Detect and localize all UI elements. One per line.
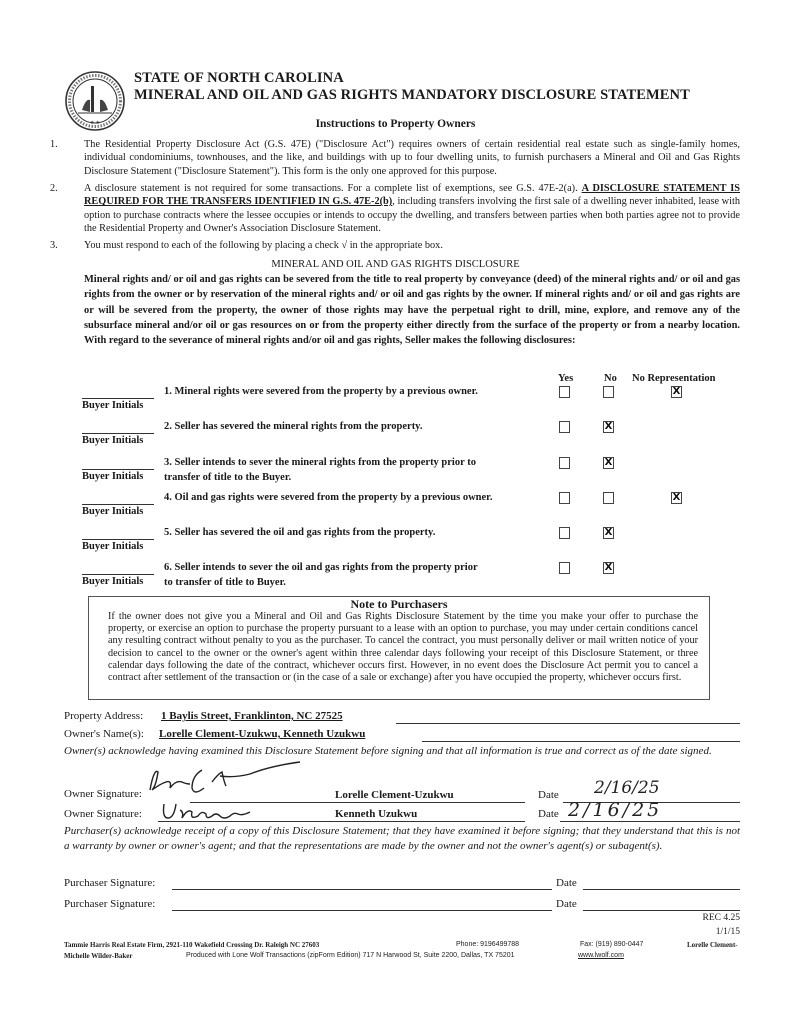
no-checkbox[interactable]: X [604,457,613,468]
owner-2-signature-line [158,821,525,822]
purchaser-1-date-label: Date [556,877,577,889]
purchaser-2-date-label: Date [556,898,577,910]
yes-checkbox[interactable] [559,421,570,433]
owner-acknowledgement: Owner(s) acknowledge having examined this Disclosure Statement before signing and that all information is true and correct as of the date signed. [64,745,712,757]
footer-firm: Tammie Harris Real Estate Firm, 2921-110 Wakefield Crossing Dr. Raleigh NC 27603 [64,941,320,949]
yes-checkbox[interactable] [559,386,570,398]
instruction-number: 2. [50,183,58,194]
instruction-2-part-c: , including transfers involving the first sale of a dwelling never inhabited, lease with option to purchase contracts where the lessee occupies or intends to occupy the dwelling, and transfers between parties when both parties agree not to provide the Residential Property and Owner's Association Disclosure Statement. [84,196,740,234]
instruction-number: 3. [50,240,58,251]
owner-2-signature[interactable] [160,800,280,826]
buyer-initials-label: Buyer Initials [82,541,144,552]
no-checkbox[interactable] [603,386,614,398]
owners-line [422,741,740,742]
buyer-initials-label: Buyer Initials [82,506,144,517]
instructions-title: Instructions to Property Owners [315,118,476,130]
footer-produced-with: Produced with Lone Wolf Transactions (zipForm Edition) 717 N Harwood St, Suite 2200, Dallas, TX 75201 [186,952,515,959]
buyer-initials-line[interactable] [82,539,154,540]
buyer-initials-line[interactable] [82,469,154,470]
footer-website-link[interactable]: www.lwolf.com [578,952,624,959]
no-checkbox[interactable]: X [604,421,613,432]
buyer-initials-line[interactable] [82,504,154,505]
instruction-2-part-a: A disclosure statement is not required for some transactions. For a complete list of exemptions, see G.S. 47E-2(a). [84,183,582,194]
question-text: 3. Seller intends to sever the mineral rights from the property prior to [164,457,476,468]
footer-fax: Fax: (919) 890-0447 [580,941,644,948]
question-text: 2. Seller has severed the mineral rights from the property. [164,421,423,432]
yes-checkbox[interactable] [559,492,570,504]
buyer-initials-label: Buyer Initials [82,576,144,587]
question-text: 6. Seller intends to sever the oil and gas rights from the property prior [164,562,478,573]
owner-1-date-value[interactable]: 2/16/25 [594,778,660,798]
yes-checkbox[interactable] [559,457,570,469]
question-text-continued: to transfer of title to Buyer. [164,577,286,588]
footer-document-name: Lorelle Clement- [687,941,738,949]
owner-1-date-label: Date [538,789,559,801]
instruction-3-text: You must respond to each of the following by placing a check √ in the appropriate box. [84,240,443,251]
state-heading: STATE OF NORTH CAROLINA [134,70,344,86]
owners-name-value[interactable]: Lorelle Clement-Uzukwu, Kenneth Uzukwu [159,728,366,740]
buyer-initials-label: Buyer Initials [82,471,144,482]
owners-name-label: Owner's Name(s): [64,728,144,740]
column-yes: Yes [558,373,574,384]
question-text: 5. Seller has severed the oil and gas rights from the property. [164,527,436,538]
owner-2-date-value[interactable]: 2/16/25 [568,799,663,821]
yes-checkbox[interactable] [559,562,570,574]
footer-phone: Phone: 9196499788 [456,941,520,948]
form-title: MINERAL AND OIL AND GAS RIGHTS MANDATORY DISCLOSURE STATEMENT [134,87,690,103]
purchaser-acknowledgement: Purchaser(s) acknowledge receipt of a copy of this Disclosure Statement; that they have examined it before signing; that they understand that this is not a warranty by owner or owner's agent; and that the representations are made by the owner and not the owner's agent(s) or subagent(s). [64,825,740,852]
buyer-initials-label: Buyer Initials [82,435,144,446]
instruction-1-text: The Residential Property Disclosure Act (G.S. 47E) ("Disclosure Act") requires owners of certain residential real estate such as single-family homes, individual condominiums, townhouses, and the like, and buildings with up to four dwelling units, to furnish purchasers a Mineral and Oil and Gas Rights Disclosure Statement ("Disclosure Statement"). This form is the only one approved for this purpose. [84,139,740,177]
no-representation-checkbox[interactable]: X [672,492,681,503]
instruction-number: 1. [50,139,58,150]
no-checkbox[interactable]: X [604,527,613,538]
owner-2-date-line [560,821,740,822]
property-address-label: Property Address: [64,710,144,722]
property-address-value[interactable]: 1 Baylis Street, Franklinton, NC 27525 [161,710,343,722]
owner-1-printed-name: Lorelle Clement-Uzukwu [335,789,454,801]
instruction-2-text [84,182,740,235]
owner-signature-label: Owner Signature: [64,808,142,820]
owner-2-date-label: Date [538,808,559,820]
question-text: 1. Mineral rights were severed from the property by a previous owner. [164,386,478,397]
purchaser-1-signature-line[interactable] [172,889,552,890]
buyer-initials-line[interactable] [82,574,154,575]
owner-signature-label: Owner Signature: [64,788,142,800]
purchaser-signature-label: Purchaser Signature: [64,898,156,910]
address-line [396,723,740,724]
no-representation-checkbox[interactable]: X [672,386,681,397]
owner-2-printed-name: Kenneth Uzukwu [335,808,418,820]
column-no: No [604,373,617,384]
purchaser-signature-label: Purchaser Signature: [64,877,156,889]
yes-checkbox[interactable] [559,527,570,539]
purchaser-2-signature-line[interactable] [172,910,552,911]
footer-agent: Michelle Wilder-Baker [64,952,133,960]
question-text: 4. Oil and gas rights were severed from the property by a previous owner. [164,492,493,503]
no-checkbox[interactable] [603,492,614,504]
purchaser-1-date-line[interactable] [583,889,740,890]
form-date: 1/1/15 [715,927,740,937]
svg-text:★ ★: ★ ★ [89,121,101,126]
question-text-continued: transfer of title to the Buyer. [164,472,292,483]
form-code: REC 4.25 [702,913,740,923]
instruction-2-required-notice: A DISCLOSURE STATEMENT IS REQUIRED FOR THE TRANSFERS IDENTIFIED IN G.S. 47E-2(b) [84,183,740,208]
purchaser-2-date-line[interactable] [583,910,740,911]
note-body: If the owner does not give you a Mineral and Oil and Gas Rights Disclosure Statement by the time you make your offer to purchase the property, or exercise an option to purchase the property pursuant to a lease with an option to purchase, you may under certain conditions cancel any resulting contract without penalty to you as the purchaser. To cancel the contract, you must personally deliver or mail written notice of your decision to cancel to the owner or the owner's agent within three calendar days following your receipt of this Disclosure Statement, or three calendar days following the date of the contract, whichever occurs first. However, in no event does the Disclosure Act permit you to cancel a contract after settlement of the transaction or (in the case of a sale or exchange) after you have occupied the property, whichever occurs first. [108,611,698,684]
column-no-representation: No Representation [632,373,716,384]
no-checkbox[interactable]: X [604,562,613,573]
buyer-initials-line[interactable] [82,398,154,399]
buyer-initials-label: Buyer Initials [82,400,144,411]
disclosure-body: Mineral rights and/ or oil and gas rights can be severed from the title to real property by conveyance (deed) of the mineral rights and/ or oil and gas rights from the owner or by reservation of the mineral rights and/ or oil and gas rights by the owner. If mineral rights and/ or oil and gas rights are or will be severed from the property, the owner of those rights may have the perpetual right to drill, mine, explore, and remove any of the subsurface mineral and/or oil or gas resources on or from the property either directly from the surface of the property or from a nearby location. With regard to the severance of mineral rights and/or oil and gas rights, Seller makes the following disclosures: [84,274,740,347]
buyer-initials-line[interactable] [82,433,154,434]
note-title: Note to Purchasers [350,597,448,611]
disclosure-title: MINERAL AND OIL AND GAS RIGHTS DISCLOSURE [271,259,520,270]
owner-1-signature[interactable] [142,760,342,802]
